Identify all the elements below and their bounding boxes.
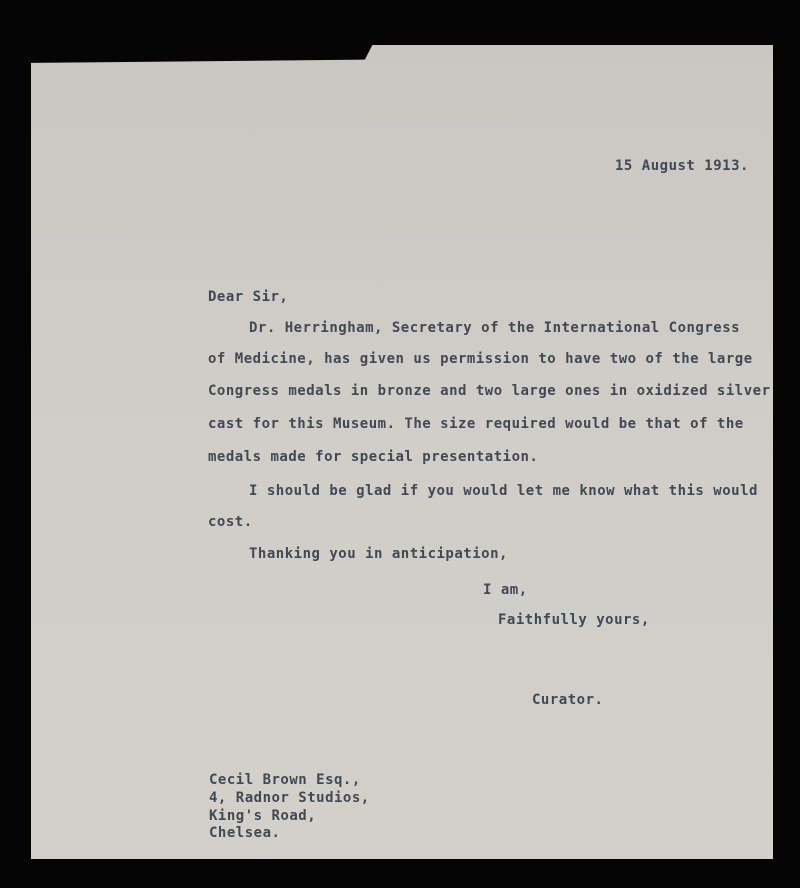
- address-line: 4, Radnor Studios,: [209, 790, 370, 806]
- salutation: Dear Sir,: [208, 289, 289, 305]
- body-line: Thanking you in anticipation,: [249, 546, 508, 562]
- address-line: King's Road,: [209, 808, 317, 824]
- body-line: Dr. Herringham, Secretary of the International Congress: [249, 320, 741, 336]
- closing-faithfully-yours: Faithfully yours,: [498, 612, 650, 628]
- body-line: cast for this Museum. The size required would be that of the: [208, 416, 744, 432]
- closing-i-am: I am,: [483, 582, 528, 598]
- address-line: Chelsea.: [209, 825, 281, 841]
- body-line: medals made for special presentation.: [208, 449, 539, 465]
- letter-date: 15 August 1913.: [615, 158, 749, 174]
- signature-title: Curator.: [532, 692, 604, 708]
- address-line: Cecil Brown Esq.,: [209, 772, 361, 788]
- body-line: Congress medals in bronze and two large ones in oxidized silver: [208, 383, 771, 399]
- body-line: I should be glad if you would let me know what this would: [249, 483, 758, 499]
- body-line: of Medicine, has given us permission to have two of the large: [208, 351, 753, 367]
- body-line: cost.: [208, 514, 253, 530]
